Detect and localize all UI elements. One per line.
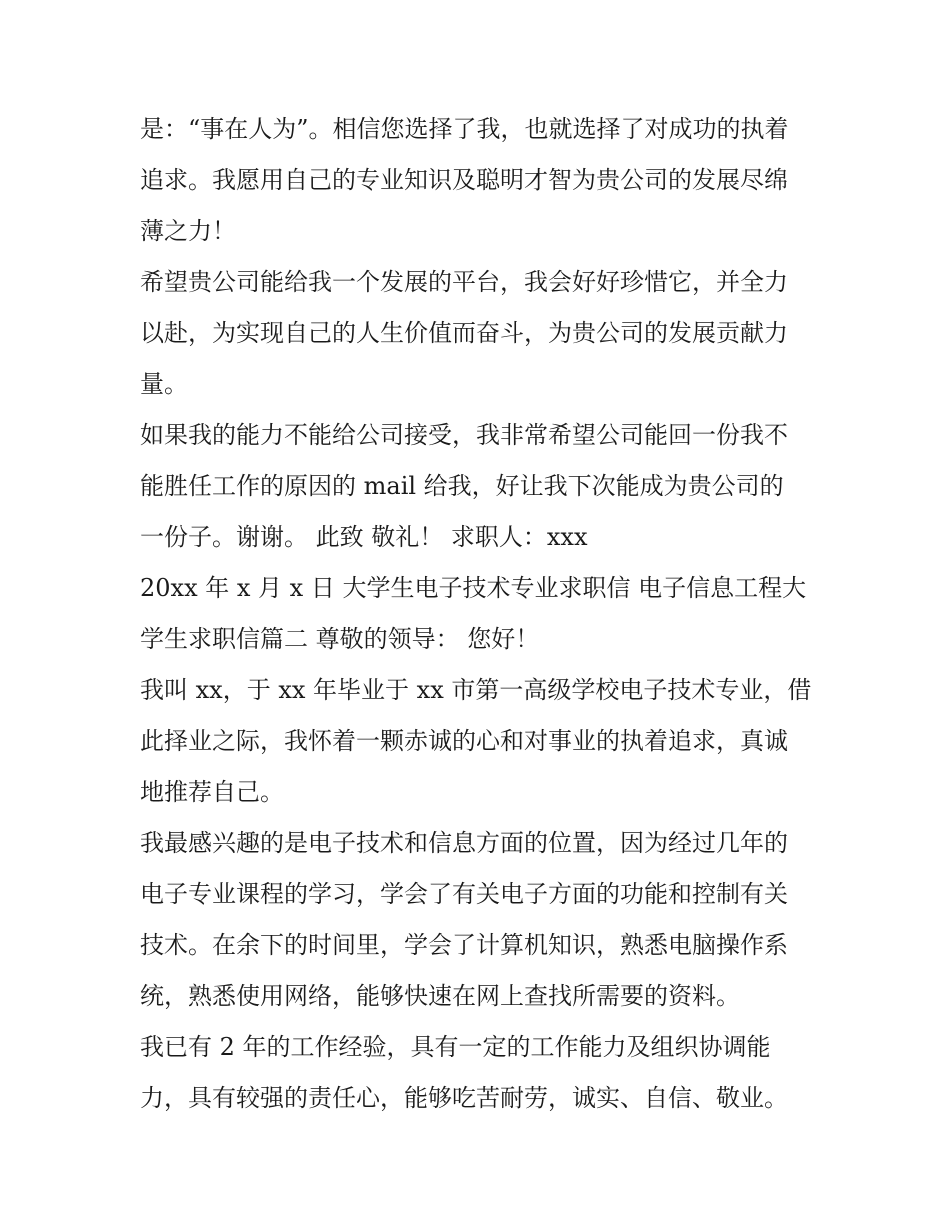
text-line: 追求。我愿用自己的专业知识及聪明才智为贵公司的发展尽绵 xyxy=(140,166,788,194)
text-line: 统，熟悉使用网络，能够快速在网上查找所需要的资料。 xyxy=(140,982,740,1010)
text-line: 我叫 xx，于 xx 年毕业于 xx 市第一高级学校电子技术专业，借 xyxy=(140,676,812,704)
text-line: 20xx 年 x 月 x 日 大学生电子技术专业求职信 电子信息工程大 xyxy=(140,574,807,602)
text-line: 如果我的能力不能给公司接受，我非常希望公司能回一份我不 xyxy=(140,421,788,449)
text-line: 一份子。谢谢。 此致 敬礼！ 求职人：xxx xyxy=(140,523,588,551)
text-line: 此择业之际，我怀着一颗赤诚的心和对事业的执着追求，真诚 xyxy=(140,727,788,755)
text-line: 希望贵公司能给我一个发展的平台，我会好好珍惜它，并全力 xyxy=(140,268,788,296)
document-body xyxy=(140,104,820,1124)
text-line: 电子专业课程的学习，学会了有关电子方面的功能和控制有关 xyxy=(140,880,788,908)
text-line: 力，具有较强的责任心，能够吃苦耐劳，诚实、自信、敬业。 xyxy=(140,1084,788,1112)
text-line: 学生求职信篇二 尊敬的领导： 您好！ xyxy=(140,625,540,653)
text-line: 以赴，为实现自己的人生价值而奋斗，为贵公司的发展贡献力 xyxy=(140,319,788,347)
text-line: 我最感兴趣的是电子技术和信息方面的位置，因为经过几年的 xyxy=(140,829,788,857)
text-line: 量。 xyxy=(140,370,188,398)
text-line: 能胜任工作的原因的 mail 给我，好让我下次能成为贵公司的 xyxy=(140,472,784,500)
text-line: 薄之力！ xyxy=(140,217,236,245)
text-line: 是：“事在人为”。相信您选择了我，也就选择了对成功的执着 xyxy=(140,115,789,143)
text-line: 我已有 2 年的工作经验，具有一定的工作能力及组织协调能 xyxy=(140,1033,771,1061)
text-line: 技术。在余下的时间里，学会了计算机知识，熟悉电脑操作系 xyxy=(140,931,788,959)
text-line: 地推荐自己。 xyxy=(140,778,284,806)
